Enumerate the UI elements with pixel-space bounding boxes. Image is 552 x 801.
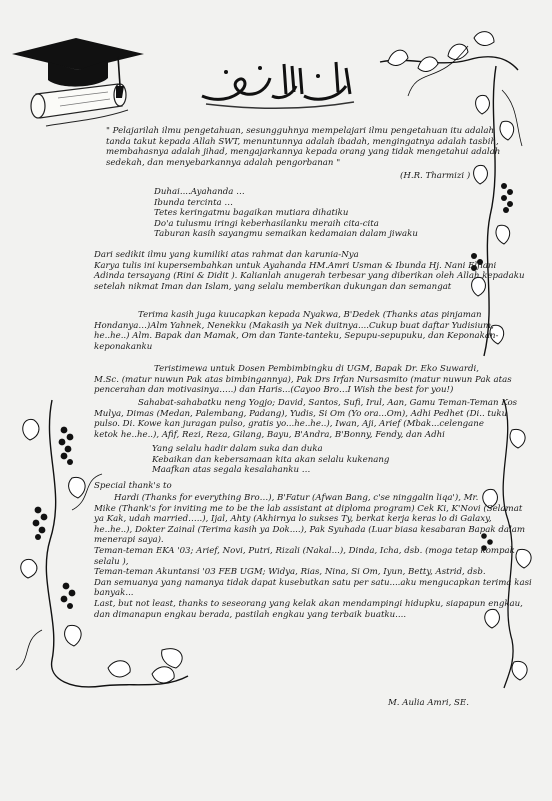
paragraph-line: he..he..), Dokter Zainal (Terima kasih ya Dok....), Pak Syuhada (Luar biasa kesabaran Bapak dalam	[94, 524, 526, 535]
paragraph-line: Last, but not least, thanks to seseorang yang kelak akan mendampingi hidupku, siapapun engkau,	[94, 598, 523, 609]
paragraph-line: dan dimanapun engkau berada, pastilah engkau yang terbaik buatku....	[94, 609, 407, 620]
poem-line: Maafkan atas segala kesalahanku …	[152, 465, 311, 476]
paragraph-line: menerapi saya).	[94, 535, 164, 546]
paragraph-line: Mulya, Dimas (Medan, Palembang, Padang), Yudis, Si Om (Yo ora...Om), Adhi Pedhet (Di.. tuku	[94, 408, 508, 419]
paragraph-line: M.Sc. (matur nuwun Pak atas bimbingannya), Pak Drs Irfan Nursasmito (matur nuwun Pak atas	[94, 374, 512, 385]
paragraph-line: Sahabat-sahabatku neng Yogjo; David, Santos, Sufi, Irul, Aan, Gamu Teman-Teman Kos	[138, 398, 518, 408]
paragraph-line: keponakanku	[94, 341, 153, 352]
poem-line: Yang selalu hadir dalam suka dan duka	[152, 444, 323, 454]
quote-attribution: (H.R. Tharmizi )	[400, 171, 471, 181]
poem-line: Do'a tulusmu iringi keberhasilanku meraih cita-cita	[154, 218, 379, 229]
paragraph-line: Teman-teman EKA '03; Arief, Novi, Putri, Rizali (Nakal...), Dinda, Icha, dsb. (moga tetap kompak	[94, 545, 515, 556]
paragraph-line: Hardi (Thanks for everything Bro…), B'Fatur (Afwan Bang, c'se ninggalin liqa'), Mr.	[114, 493, 479, 503]
paragraph-line: Teman-teman Akuntansi '03 FEB UGM; Widya, Rias, Nina, Si Om, Iyun, Betty, Astrid, dsb.	[94, 567, 486, 578]
poem-line: Duhai....Ayahanda …	[154, 187, 245, 197]
quote-line: tanda takut kepada Allah SWT, menuntunnya adalah ibadah, mengingatnya adalah tasbih,	[106, 136, 499, 147]
paragraph-line: Teristimewa untuk Dosen Pembimbingku di UGM, Bapak Dr. Eko Suwardi,	[154, 364, 479, 374]
special-thanks-heading: Special thank's to	[94, 481, 172, 491]
dedication-line: Karya tulis ini kupersembahkan untuk Ayahanda HM.Amri Usman & Ibunda Hj. Nani Elfiani	[94, 260, 497, 271]
thanks-family-paragraph	[94, 310, 498, 352]
poem-line: Tetes keringatmu bagaikan mutiara dihatiku	[154, 208, 349, 219]
dedication-line: setelah nikmat Iman dan Islam, yang selalu memberikan dukungan dan semangat	[94, 281, 452, 292]
paragraph-line: selalu ),	[94, 556, 129, 567]
quote-line: " Pelajarilah ilmu pengetahuan, sesungguhnya mempelajari ilmu pengetahuan itu adalah	[106, 126, 495, 136]
closing-poem	[152, 444, 389, 476]
quote-line: sedekah, dan menyebarkannya adalah pengorbanan "	[106, 157, 341, 168]
quote-line: membahasnya adalah jihad, mengajarkannya kepada orang yang tidak mengetahui adalah	[106, 147, 501, 158]
diploma-scroll-icon	[31, 84, 128, 126]
graduation-cap-icon	[8, 36, 148, 128]
dedication-line: Dari sedikit ilmu yang kumiliki atas rahmat dan karunia-Nya	[94, 250, 359, 260]
author-signature: M. Aulia Amri, SE.	[388, 698, 469, 708]
paragraph-line: Mike (Thank's for inviting me to be the lab assistant at diploma program) Cek Ki, K'Novi (Selamat	[94, 503, 523, 514]
paragraph-line: Terima kasih juga kuucapkan kepada Nyakwa, B'Dedek (Thanks atas pinjaman	[138, 310, 482, 320]
basmala-calligraphy-icon	[196, 56, 358, 110]
paragraph-line: banyak...	[94, 588, 134, 599]
special-thanks-paragraph	[94, 493, 532, 620]
poem-line: Taburan kasih sayangmu semaikan kedamaian dalam jiwaku	[154, 229, 418, 240]
opening-quote	[106, 126, 500, 168]
paragraph-line: pencerahan dan motivasinya…..) dan Haris...(Cayoo Bro…I Wish the best for you!)	[94, 385, 454, 396]
parents-poem	[154, 187, 418, 240]
dedication-paragraph	[94, 250, 525, 292]
paragraph-line: ya Kak, udah married…..), Ijal, Ahty (Akhirnya lo sukses Ty, berkat kerja keras lo di Galaxy,	[94, 514, 492, 525]
thanks-friends-paragraph	[94, 398, 517, 440]
paragraph-line: Hondanya…)Alm Yahnek, Nenekku (Makasih ya Nek duitnya....Cukup buat daftar Yudisium,	[94, 320, 494, 331]
poem-line: Kebaikan dan kebersamaan kita akan selalu kukenang	[152, 454, 390, 465]
paragraph-line: pulso. Di. Kowe kan juragan pulso, gratis yo...he..he..), Iwan, Aji, Arief (Mbak...celengane	[94, 419, 484, 430]
thanks-lecturers-paragraph	[94, 364, 512, 396]
paragraph-line: he..he..) Alm. Bapak dan Mamak, Om dan Tante-tanteku, Sepupu-sepupuku, dan Keponakan-	[94, 331, 499, 342]
paragraph-line: ketok he..he..), Afif, Rezi, Reza, Gilang, Bayu, B'Andra, B'Bonny, Fendy, dan Adhi	[94, 429, 445, 440]
poem-line: Ibunda tercinta …	[154, 197, 233, 208]
dedication-line: Adinda tersayang (Rini & Didit ). Kalianlah anugerah terbesar yang diberikan oleh Allah kepadaku	[94, 271, 525, 282]
paragraph-line: Dan semuanya yang namanya tidak dapat kusebutkan satu per satu....aku mengucapkan terima kasi	[94, 577, 532, 588]
